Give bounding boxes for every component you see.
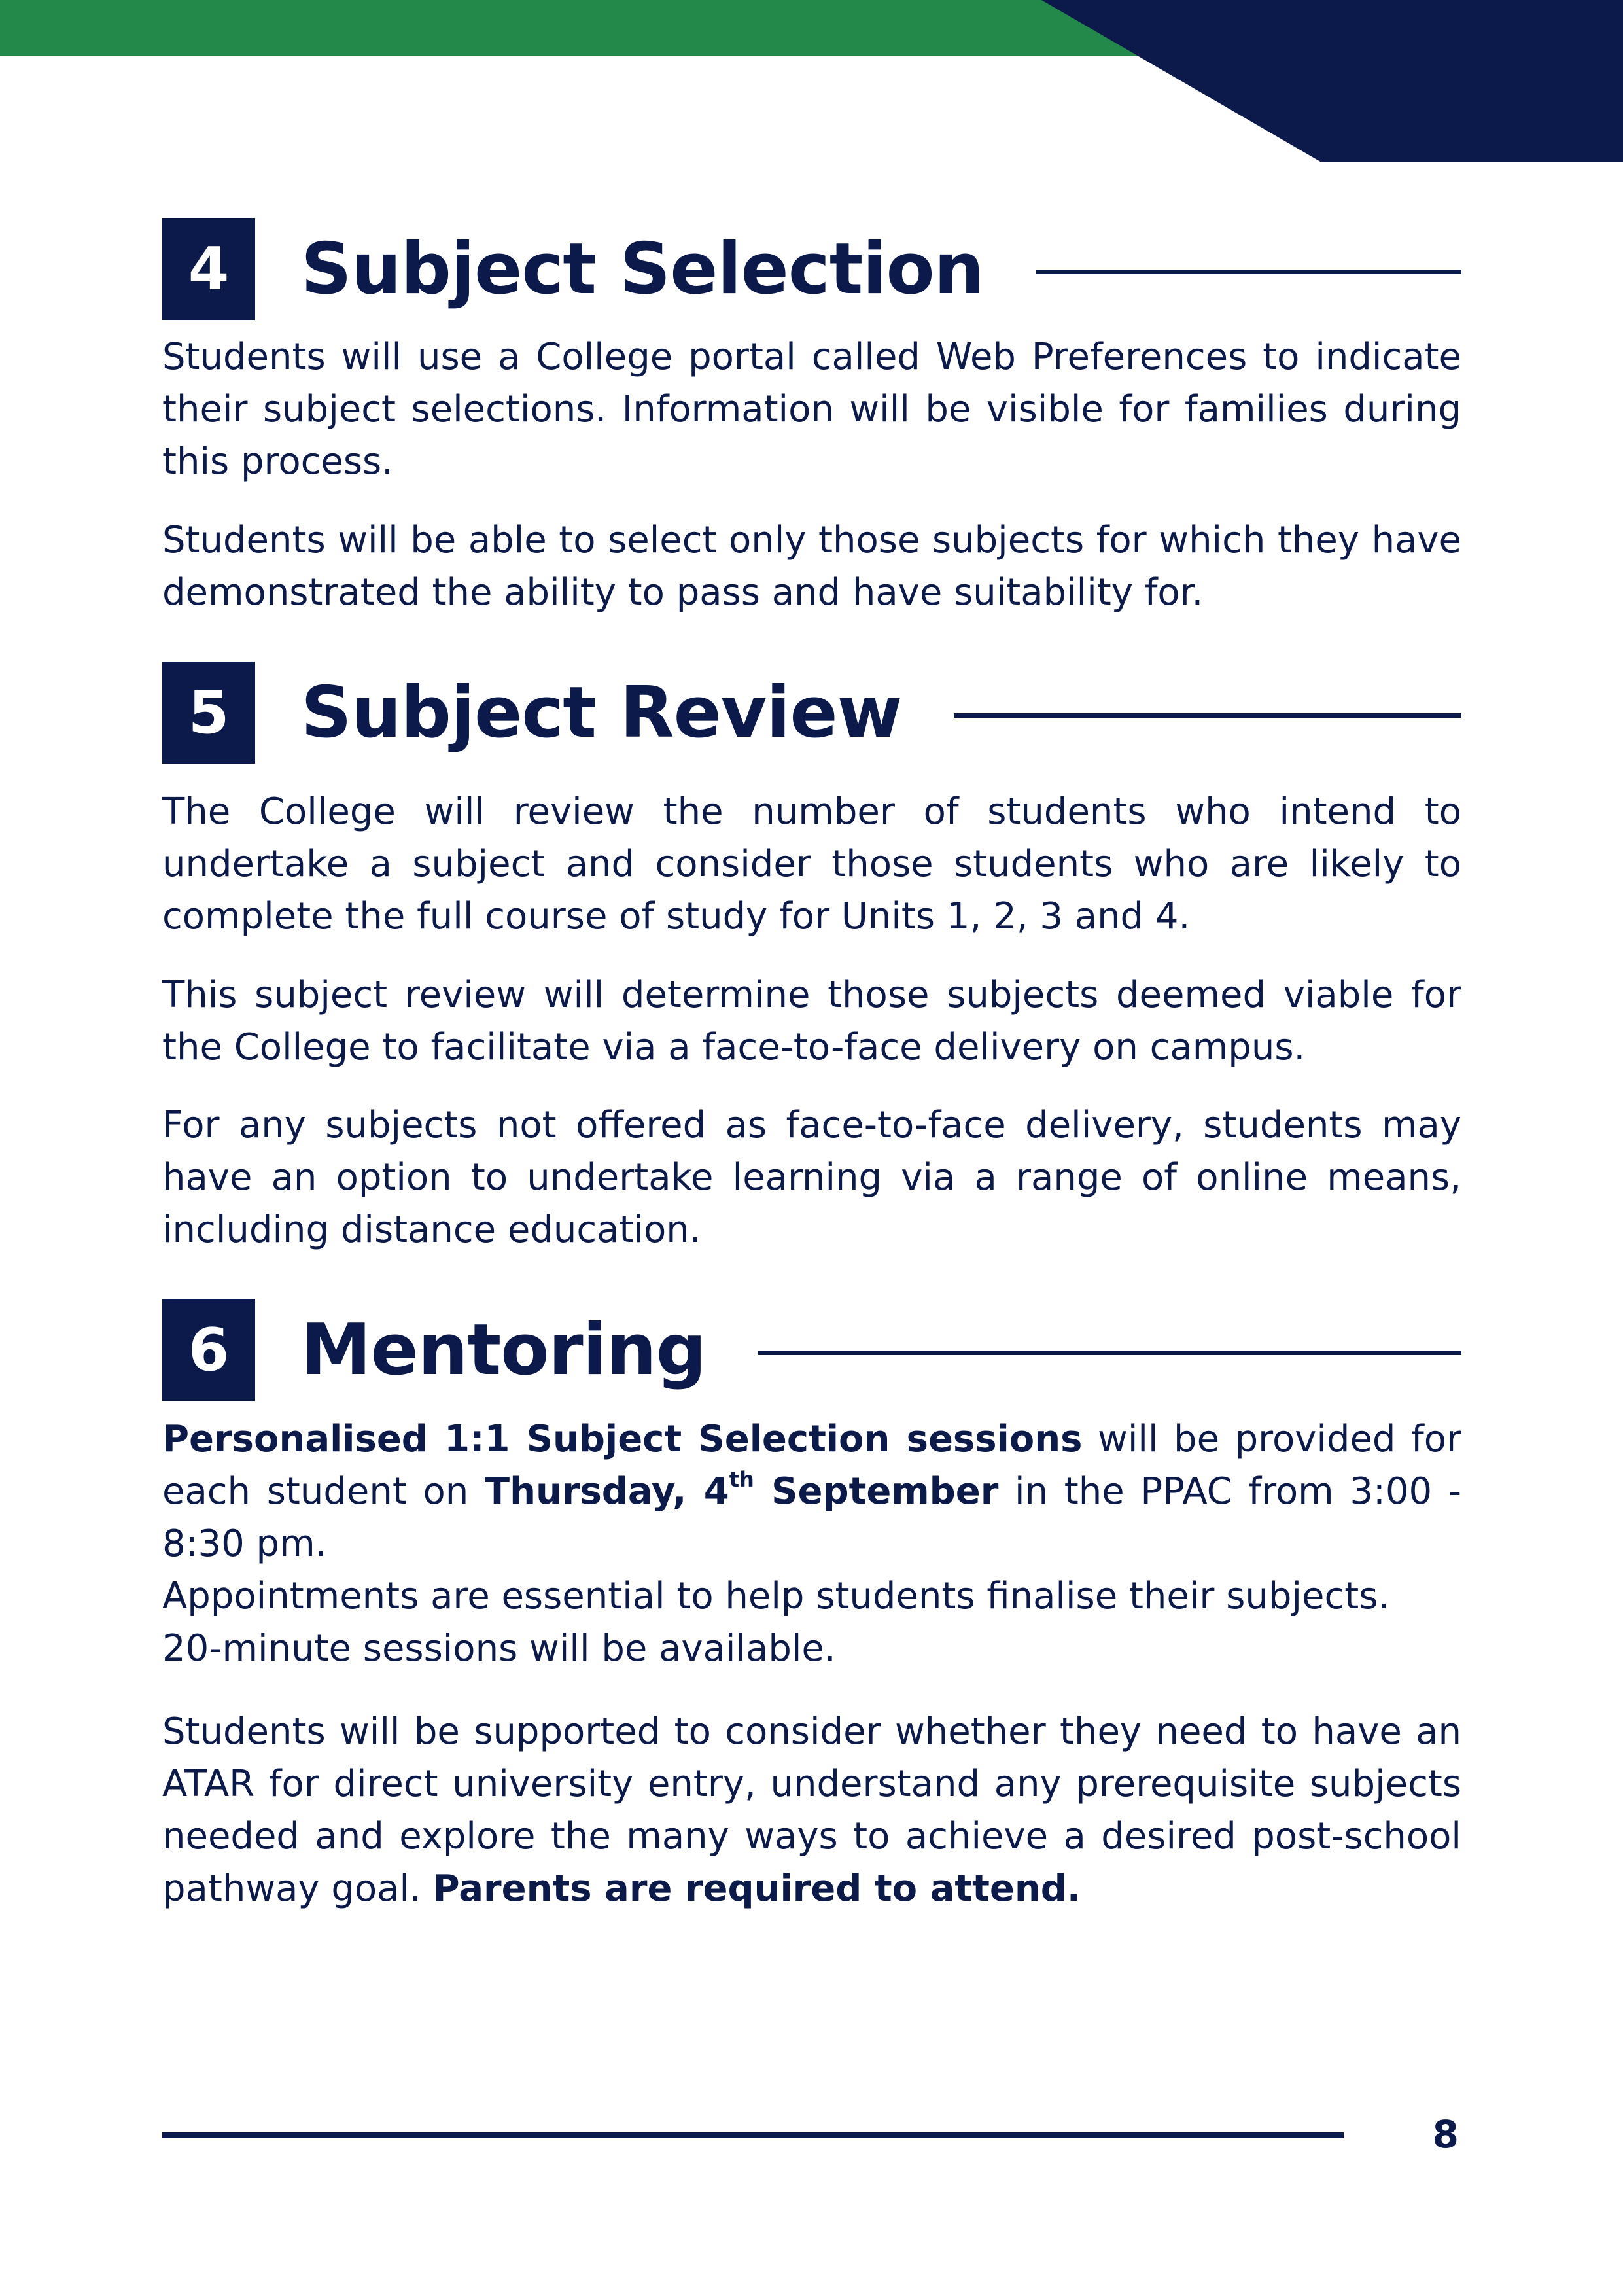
appointments-line: Appointments are essential to help students finalise their subjects. <box>162 1575 1390 1617</box>
section-number-box: 4 <box>162 218 255 320</box>
green-band <box>0 0 1151 56</box>
support-bold-end: Parents are required to attend. <box>432 1867 1081 1910</box>
appointments-line: 20-minute sessions will be available. <box>162 1627 836 1670</box>
date-month: September <box>754 1470 999 1513</box>
top-decorative-band <box>0 0 1623 164</box>
heading-rule <box>758 1351 1461 1355</box>
appointments-paragraph <box>162 1570 1461 1675</box>
section-title: Subject Review <box>301 671 902 754</box>
date-day: Thursday, 4 <box>484 1470 729 1513</box>
support-paragraph <box>162 1706 1461 1915</box>
footer-rule <box>162 2132 1344 2138</box>
date-ordinal: th <box>729 1467 754 1492</box>
paragraph: The College will review the number of students who intend to undertake a subject and consider those students who are likely to complete the full course of study for Units 1, 2, 3 and 4. <box>162 790 1461 938</box>
section-number-box: 6 <box>162 1299 255 1401</box>
section-heading-mentoring <box>162 1299 1461 1401</box>
section-heading-subject-review <box>162 662 1461 764</box>
paragraph: Students will be able to select only those subjects for which they have demonstrated the ability to pass and have suitability for. <box>162 519 1461 614</box>
support-text: Students will be supported to consider whether they need to have an ATAR for direct university entry, understand any prerequisite subjects needed and explore the many ways to achieve a desired post-school pathway goal. <box>162 1710 1461 1910</box>
sessions-location-time: in the PPAC from 3:00 - 8:30 pm. <box>162 1470 1462 1565</box>
section-title: Subject Selection <box>301 228 984 310</box>
sessions-text: will be provided for each student on <box>162 1418 1461 1513</box>
section-heading-subject-selection <box>162 218 1461 320</box>
page-number: 8 <box>1432 2112 1459 2157</box>
navy-corner-shape <box>1041 0 1623 162</box>
section-title: Mentoring <box>301 1309 706 1391</box>
sessions-paragraph <box>162 1413 1461 1570</box>
heading-rule <box>1036 270 1461 274</box>
sessions-date <box>484 1467 999 1513</box>
paragraph: This subject review will determine those subjects deemed viable for the College to facilitate via a face-to-face delivery on campus. <box>162 974 1461 1069</box>
paragraph: For any subjects not offered as face-to-face delivery, students may have an option to undertake learning via a range of online means, including distance education. <box>162 1104 1461 1251</box>
paragraph: Students will use a College portal called Web Preferences to indicate their subject selections. Information will be visible for families during this process. <box>162 336 1461 483</box>
heading-rule <box>954 713 1461 718</box>
sessions-bold-lead: Personalised 1:1 Subject Selection sessions <box>162 1418 1083 1460</box>
section-number-box: 5 <box>162 662 255 764</box>
